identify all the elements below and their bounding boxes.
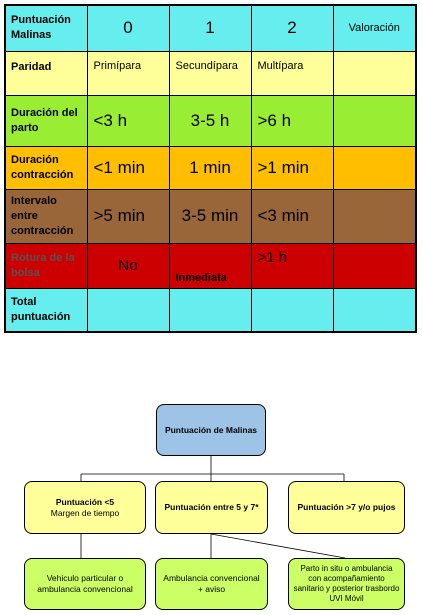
branch-node-under-5 [24, 481, 146, 534]
row-label-rotura-bolsa: Rotura de la bolsa [5, 243, 87, 288]
cell-paridad-0: Primípara [87, 51, 169, 95]
row-label-duracion-contraccion: Duración contracción [5, 146, 87, 189]
cell-duracion-contraccion-0: <1 min [87, 146, 169, 189]
connector-branch2-leaf3 [211, 534, 345, 558]
leaf-node-parto-in-situ [288, 558, 405, 610]
branch-1-subtitle: Margen de tiempo [50, 507, 120, 518]
leaf-3-label: Parto in situ o ambulancia con acompañamiento sanitario y posterior trasbordo UVI Móvil [293, 564, 400, 603]
cell-intervalo-1: 3-5 min [169, 189, 251, 243]
branch-node-over-7 [288, 481, 405, 534]
leaf-1-label: Vehiculo particular o ambulancia convencional [37, 573, 133, 594]
cell-intervalo-2: <3 min [251, 189, 333, 243]
cell-rotura-bolsa-0: No [87, 243, 169, 288]
row-label-intervalo: Intervalo entre contracción [5, 189, 87, 243]
header-label: Puntuación Malinas [5, 5, 87, 51]
cell-duracion-parto-1: 3-5 h [169, 95, 251, 146]
cell-paridad-2: Multípara [251, 51, 333, 95]
header-col-0: 0 [87, 5, 169, 51]
row-label-paridad: Paridad [5, 51, 87, 95]
branch-2-title: Puntuación entre 5 y 7* [164, 502, 259, 512]
header-col-2: 2 [251, 5, 333, 51]
header-col-1: 1 [169, 5, 251, 51]
leaf-node-vehiculo [24, 558, 146, 610]
branch-3-title: Puntuación >7 y/o pujos [297, 502, 396, 512]
branch-node-5-to-7 [155, 481, 268, 534]
cell-duracion-parto-2: >6 h [251, 95, 333, 146]
leaf-node-ambulancia [155, 558, 268, 610]
branch-1-title: Puntuación <5 [55, 496, 115, 507]
cell-duracion-contraccion-2: >1 min [251, 146, 333, 189]
cell-rotura-bolsa-1: Inmediata [169, 243, 251, 288]
root-label: Puntuación de Malinas [164, 424, 258, 435]
cell-rotura-bolsa-2: >1 h [251, 243, 333, 288]
leaf-2-label: Ambulancia convencional + aviso [163, 573, 260, 594]
diagram-root-node [156, 404, 266, 456]
cell-duracion-parto-0: <3 h [87, 95, 169, 146]
row-label-total: Total puntuación [5, 288, 87, 332]
cell-paridad-1: Secundípara [169, 51, 251, 95]
header-valoracion: Valoración [333, 5, 416, 51]
cell-duracion-contraccion-1: 1 min [169, 146, 251, 189]
row-label-duracion-parto: Duración del parto [5, 95, 87, 146]
cell-intervalo-0: >5 min [87, 189, 169, 243]
